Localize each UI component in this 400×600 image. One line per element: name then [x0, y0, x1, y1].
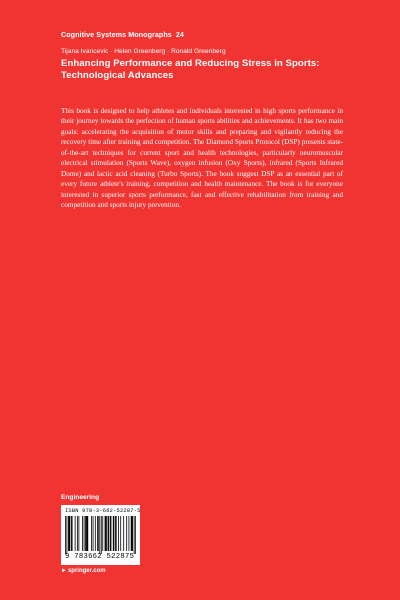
barcode-bar	[129, 516, 130, 551]
barcode-bar	[126, 516, 127, 551]
isbn-barcode	[61, 505, 140, 565]
publisher-link[interactable]	[61, 568, 106, 574]
barcode-bar	[108, 516, 109, 551]
series-line	[61, 30, 184, 39]
barcode-bar	[93, 516, 94, 551]
barcode-bar	[68, 516, 69, 551]
publisher-url: springer.com	[67, 568, 106, 574]
barcode-bar	[65, 516, 66, 554]
barcode-bar	[111, 516, 112, 551]
barcode-bar	[86, 516, 87, 551]
barcode-bar	[71, 516, 72, 551]
barcode-bar	[116, 516, 117, 551]
series-name: Cognitive Systems Monographs	[61, 30, 172, 39]
barcode-bar	[101, 516, 102, 554]
barcode-bar	[115, 516, 116, 551]
series-number: 24	[175, 30, 184, 39]
authors: Tijana Ivancevic · Helen Greenberg · Ronald Greenberg	[61, 48, 226, 55]
barcode-bar	[82, 516, 83, 551]
barcode-bar	[84, 516, 85, 551]
title-line-2: Technological Advances	[61, 70, 174, 81]
barcode-bars	[65, 516, 136, 554]
barcode-bar	[75, 516, 76, 551]
barcode-bar	[97, 516, 98, 551]
barcode-bar	[132, 516, 133, 551]
barcode-bar	[66, 516, 67, 554]
barcode-bar	[91, 516, 92, 551]
barcode-bar	[106, 516, 107, 551]
barcode-bar	[108, 516, 109, 551]
arrow-icon: ►	[61, 568, 67, 574]
title-line-1: Enhancing Performance and Reducing Stress in Sports:	[61, 58, 320, 69]
barcode-bar	[85, 516, 86, 551]
barcode-bar	[114, 516, 115, 551]
barcode-bar	[110, 516, 111, 551]
book-description: This book is designed to help athletes and individuals interested in high sports performance in their journey towards the perfection of human sports abilities and achievements. It has two main goals: accelerating the acquisition of motor skills and preparing and vigilantly reducing the recovery time after training and competition. The Diamond Sports Protocol (DSP) presents state-of-the-art techniques for current sport and health technologies, particularly neuromuscular electrical stimulation (Sports Wave), oxygen infusion (Oxy Sports), infrared (Sports Infrared Dome) and lactic acid cleaning (Turbo Sports). The book suggest DSP as an essential part of every future athlete's training, competition and health maintenance. The book is for everyone interested in superior sports performance, fast and effective rehabilitation from training and competition and sports injury prevention.	[61, 107, 343, 210]
barcode-bar	[78, 516, 79, 551]
barcode-bar	[87, 516, 88, 551]
barcode-bar	[105, 516, 106, 551]
barcode-bar	[135, 516, 136, 554]
barcode-bar	[72, 516, 73, 551]
barcode-bar	[102, 516, 103, 551]
barcode-bar	[99, 516, 100, 554]
barcode-bar	[120, 516, 121, 551]
barcode-bar	[134, 516, 135, 554]
barcode-bar	[69, 516, 70, 551]
barcode-bar	[123, 516, 124, 551]
barcode-bar	[69, 516, 70, 551]
barcode-bar	[98, 516, 99, 551]
subject-category: Engineering	[61, 494, 100, 501]
barcode-bar	[118, 516, 119, 551]
barcode-bar	[87, 516, 88, 551]
ean-digits: 9 783662 522875	[65, 553, 135, 561]
barcode-bar	[95, 516, 96, 551]
isbn-number: ISBN 978-3-662-52287-5	[65, 508, 141, 514]
barcode-bar	[105, 516, 106, 551]
barcode-bar	[132, 516, 133, 551]
barcode-bar	[131, 516, 132, 551]
book-title	[61, 58, 361, 82]
barcode-bar	[77, 516, 78, 551]
barcode-bar	[113, 516, 114, 551]
